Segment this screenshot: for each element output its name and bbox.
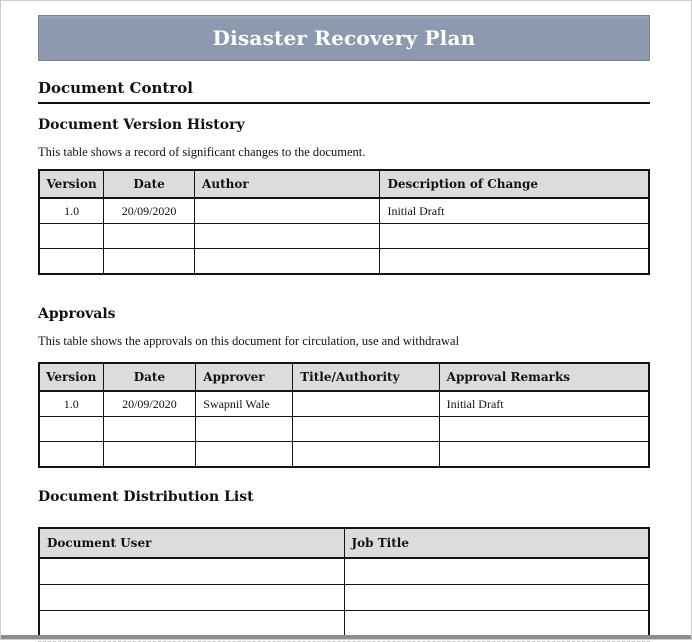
table-row (39, 558, 649, 585)
cell-description (380, 224, 649, 249)
col-header-title-authority: Title/Authority (293, 363, 439, 391)
table-row (39, 391, 649, 417)
cell-title-authority (293, 442, 439, 468)
cell-approver (196, 417, 293, 442)
cell-date: 20/09/2020 (103, 391, 196, 417)
cell-approver: Swapnil Wale (196, 391, 293, 417)
cell-document-user (39, 585, 344, 611)
heading-approvals: Approvals (38, 306, 116, 322)
cell-description: Initial Draft (380, 198, 649, 224)
cell-date: 20/09/2020 (104, 198, 195, 224)
distribution-header-row (39, 528, 649, 558)
cell-author (195, 249, 380, 275)
cell-job-title (344, 558, 649, 585)
distribution-table (38, 527, 650, 638)
cell-description (380, 249, 649, 275)
heading-document-distribution-list: Document Distribution List (38, 489, 254, 505)
cell-approver (196, 442, 293, 468)
cell-approval-remarks: Initial Draft (439, 391, 649, 417)
cell-version: 1.0 (39, 391, 103, 417)
version-history-description: This table shows a record of significant changes to the document. (38, 145, 366, 159)
table-row (39, 417, 649, 442)
col-header-version: Version (39, 170, 104, 198)
table-row (39, 224, 649, 249)
table-row (39, 198, 649, 224)
cell-date (103, 417, 196, 442)
table-row (39, 442, 649, 468)
cell-document-user (39, 558, 344, 585)
cell-version (39, 417, 103, 442)
col-header-job-title: Job Title (344, 528, 649, 558)
heading-document-version-history: Document Version History (38, 117, 245, 133)
approvals-header-row (39, 363, 649, 391)
version-history-table (38, 169, 650, 275)
table-row (39, 249, 649, 275)
col-header-document-user: Document User (39, 528, 344, 558)
cell-version (39, 224, 104, 249)
version-history-header-row (39, 170, 649, 198)
cell-approval-remarks (439, 417, 649, 442)
cell-author (195, 198, 380, 224)
cell-version (39, 249, 104, 275)
cell-author (195, 224, 380, 249)
cell-title-authority (293, 391, 439, 417)
cell-date (103, 442, 196, 468)
cell-job-title (344, 585, 649, 611)
cell-date (104, 249, 195, 275)
col-header-version: Version (39, 363, 103, 391)
section-heading-document-control: Document Control (38, 79, 650, 104)
cell-date (104, 224, 195, 249)
col-header-approval-remarks: Approval Remarks (439, 363, 649, 391)
cell-approval-remarks (439, 442, 649, 468)
cell-job-title (344, 611, 649, 638)
document-title: Disaster Recovery Plan (212, 26, 476, 50)
document-title-banner (38, 15, 650, 61)
table-row (39, 585, 649, 611)
col-header-date: Date (103, 363, 196, 391)
approvals-description: This table shows the approvals on this document for circulation, use and withdrawal (38, 334, 460, 348)
col-header-date: Date (104, 170, 195, 198)
cell-title-authority (293, 417, 439, 442)
col-header-description-of-change: Description of Change (380, 170, 649, 198)
cell-version (39, 442, 103, 468)
table-row (39, 611, 649, 638)
col-header-approver: Approver (196, 363, 293, 391)
cell-document-user (39, 611, 344, 638)
page-content (1, 1, 691, 642)
cell-version: 1.0 (39, 198, 104, 224)
bottom-border-bar (1, 635, 691, 639)
col-header-author: Author (195, 170, 380, 198)
approvals-table (38, 362, 650, 468)
